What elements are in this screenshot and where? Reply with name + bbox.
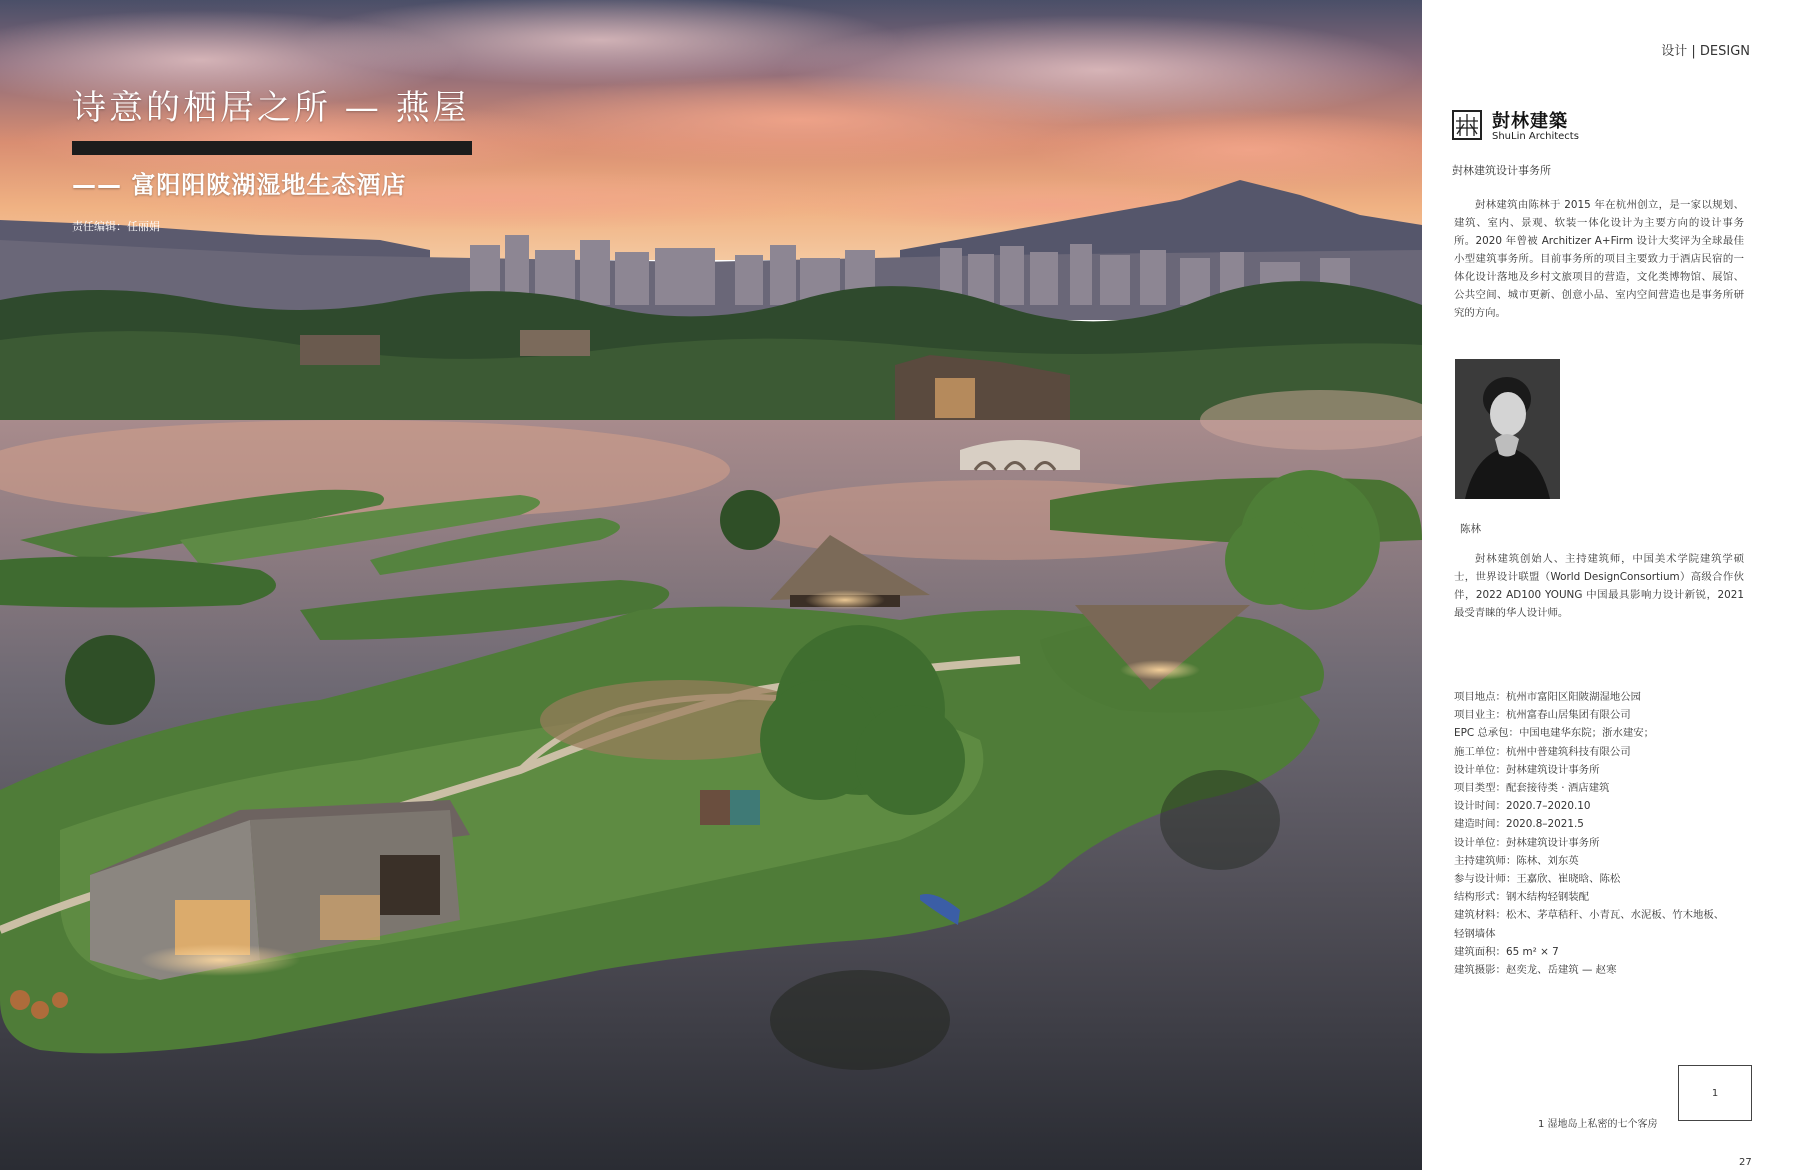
section-tag: 设计 | DESIGN [1661,44,1750,59]
credit-line: 参与设计师：王嘉欣、崔晓晗、陈松 [1454,873,1621,886]
credit-line: 结构形式：钢木结构轻钢装配 [1454,891,1590,904]
firm-intro: 尌林建筑由陈林于 2015 年在杭州创立，是一家以规划、建筑、室内、景观、软装一体化设计为主要方向的设计事务所。2020 年曾被 Architizer A+Firm 设计大奖评为全球最佳小型建筑事务所。目前事务所的项目主要致力于酒店民宿的一体化设计落地及乡村文旅项目的营造，文化类博物馆、展馆、公共空间、城市更新、创意小品、室内空间营造也是事务所研究的方向。 [1454,199,1744,319]
logo-chinese: 尌林建築 [1492,111,1568,132]
logo-english: ShuLin Architects [1492,131,1579,142]
credit-line: 建筑材料：松木、茅草秸秆、小青瓦、水泥板、竹木地板、 [1454,909,1725,922]
credit-line: 建造时间：2020.8–2021.5 [1454,818,1584,831]
figure-caption: 1 湿地岛上私密的七个客房 [1538,1119,1658,1130]
credit-line: 轻钢墙体 [1454,927,1496,940]
credit-line: 建筑摄影：赵奕龙、岳建筑 — 赵寒 [1454,964,1617,977]
project-credits [1454,688,1754,979]
credit-line: 设计时间：2020.7–2020.10 [1454,800,1591,813]
credit-line: 项目地点：杭州市富阳区阳陂湖湿地公园 [1454,691,1642,703]
credit-line: EPC 总承包：中国电建华东院；浙水建安； [1454,727,1655,740]
credit-line: 设计单位：尌林建筑设计事务所 [1454,836,1600,849]
firm-name: 尌林建筑设计事务所 [1452,164,1551,177]
firm-logo [1452,107,1579,142]
logo-mark-icon [1452,110,1482,140]
editor-credit: 责任编辑：任丽娟 [72,220,160,233]
logo-text [1492,107,1579,142]
page-number: 27 [1739,1157,1752,1168]
article-title: 诗意的栖居之所 — 燕屋 [72,88,470,128]
credit-line: 施工单位：杭州中普建筑科技有限公司 [1454,745,1631,758]
title-bar [72,141,472,155]
title-block [72,80,472,234]
portrait-photo [1455,359,1560,499]
person-bio: 尌林建筑创始人、主持建筑师，中国美术学院建筑学硕士，世界设计联盟（World DesignConsortium）高级合作伙伴，2022 AD100 YOUNG 中国最具影响力设计新锐，2021 最受青睐的华人设计师。 [1454,553,1744,619]
credit-line: 建筑面积：65 m² × 7 [1454,945,1559,958]
credit-line: 设计单位：尌林建筑设计事务所 [1454,763,1600,776]
credit-line: 项目类型：配套接待类 · 酒店建筑 [1454,782,1610,795]
person-name: 陈林 [1460,523,1481,535]
article-subtitle: —— 富阳阳陂湖湿地生态酒店 [72,171,407,199]
figure-locator-box: 1 [1678,1065,1752,1121]
credit-line: 项目业主：杭州富春山居集团有限公司 [1454,709,1631,722]
credit-line: 主持建筑师：陈林、刘东英 [1454,854,1579,867]
